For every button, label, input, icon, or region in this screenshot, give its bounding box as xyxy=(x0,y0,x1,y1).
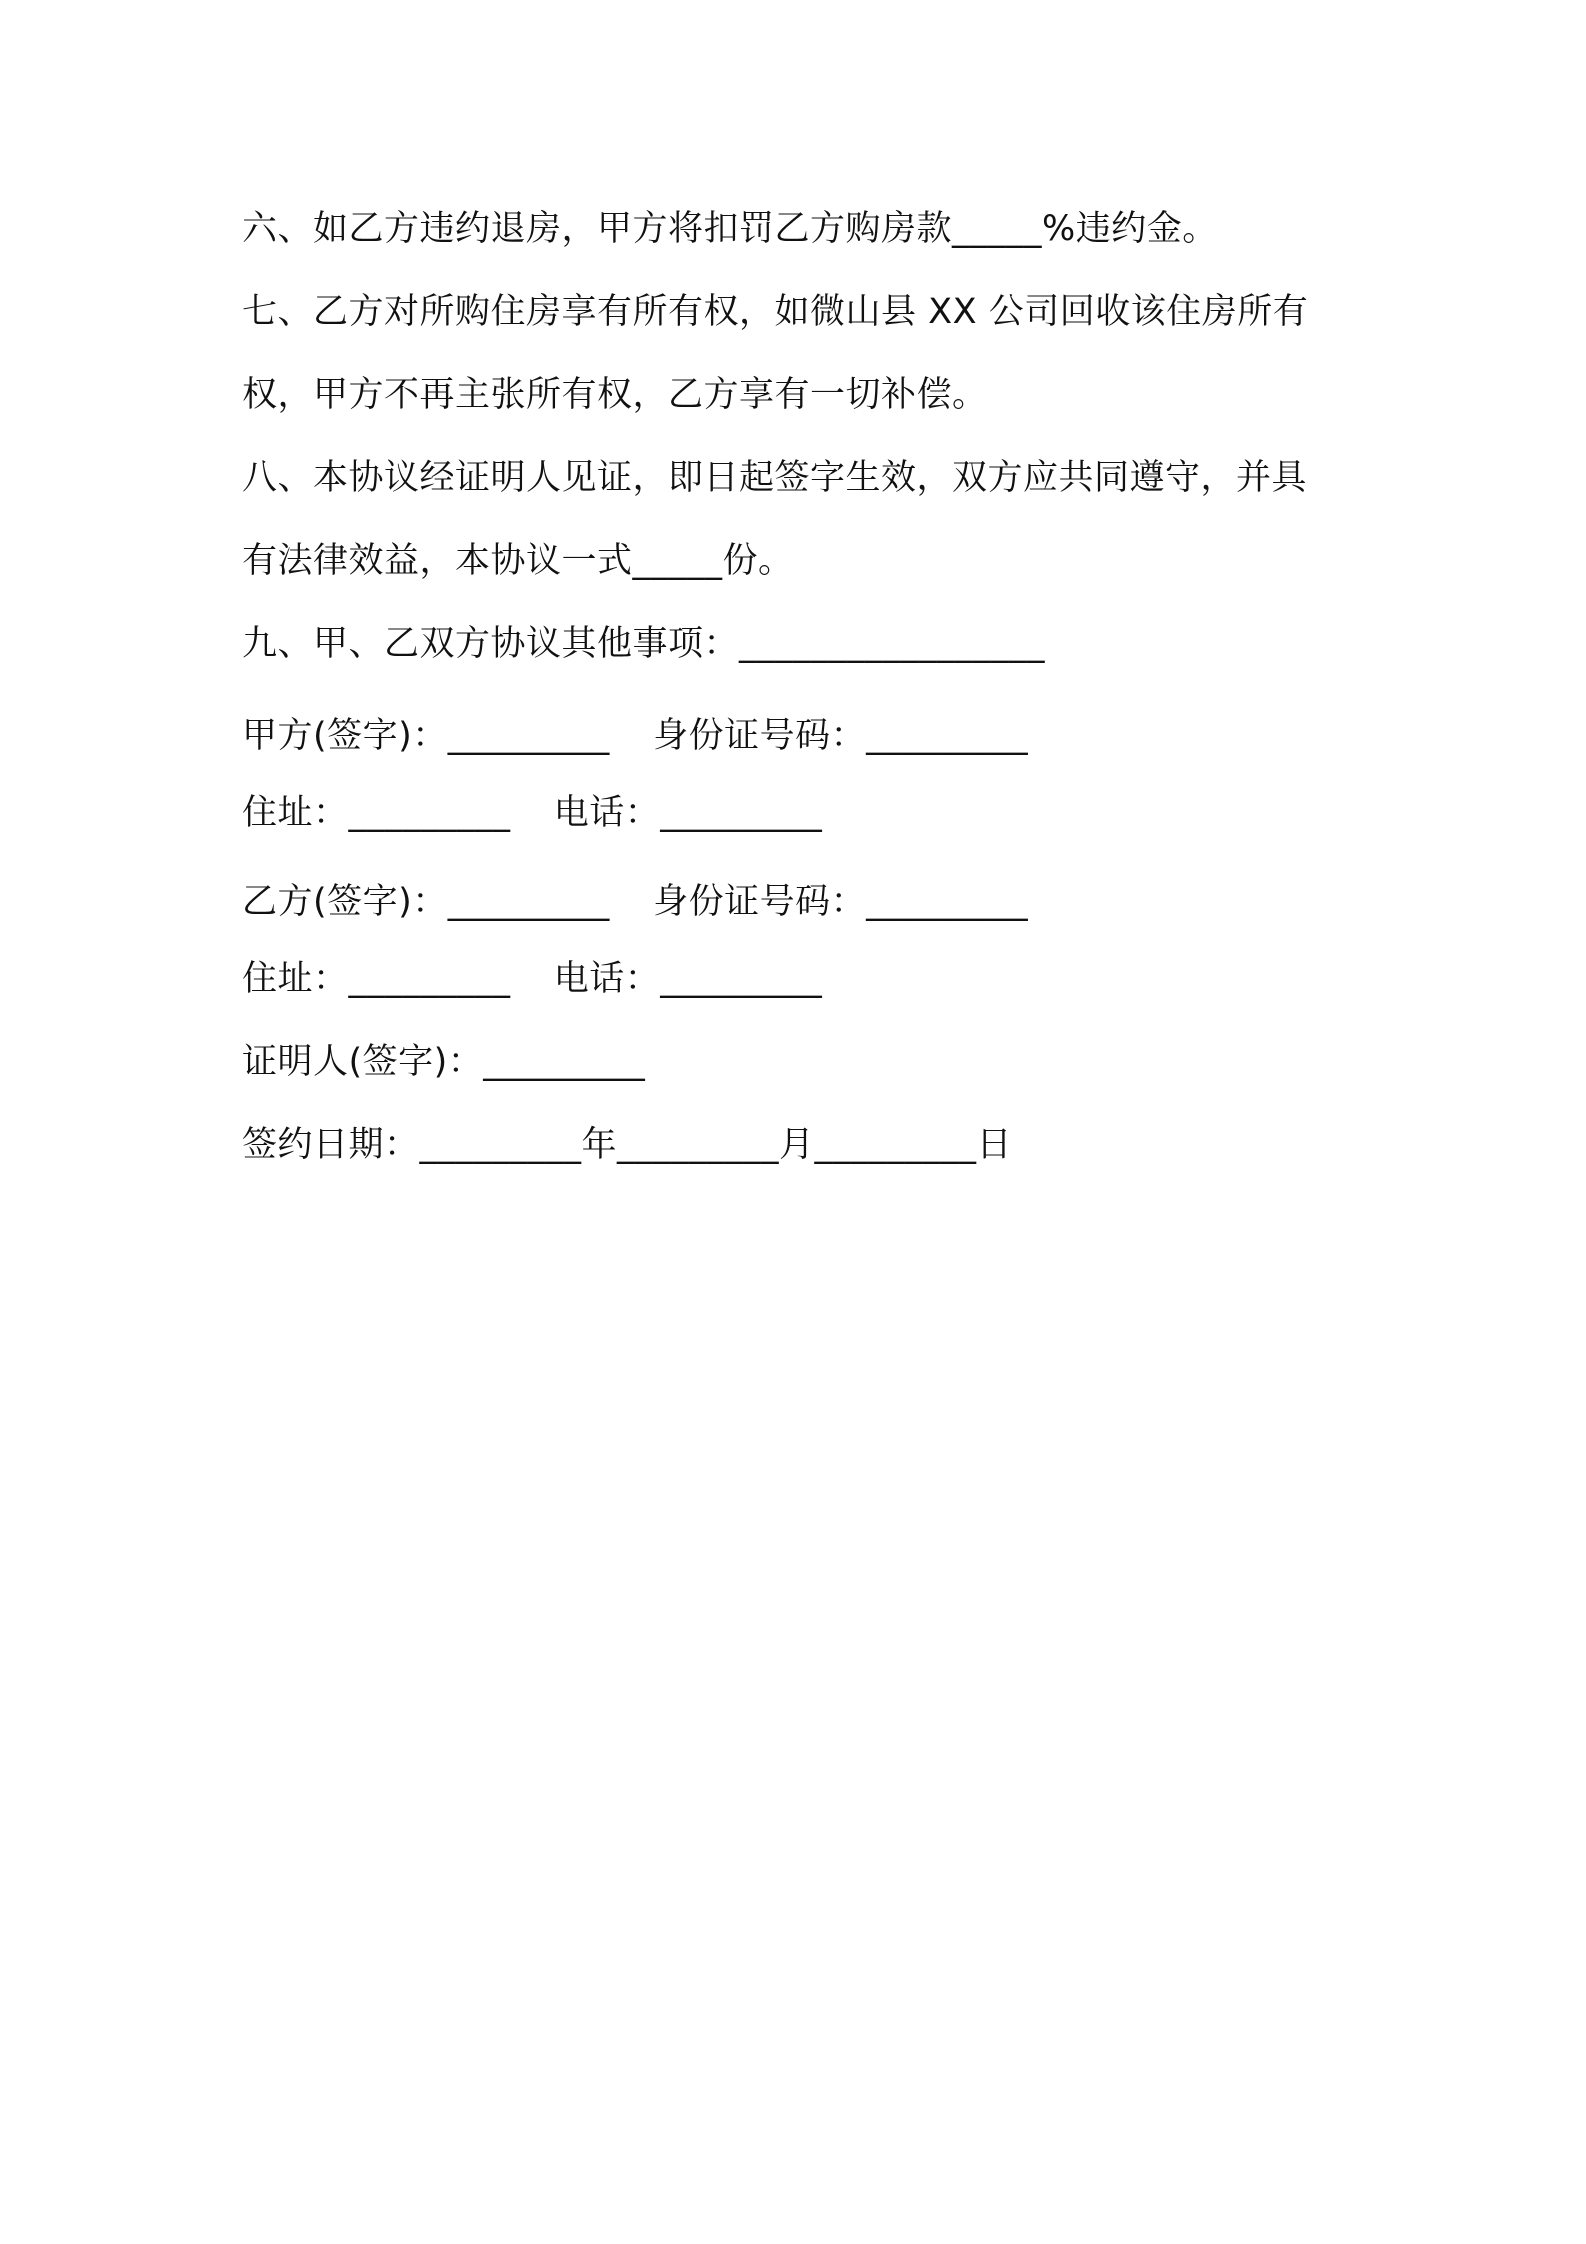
clause-seven-text-2: 权，甲方不再主张所有权，乙方享有一切补偿。 xyxy=(242,375,988,415)
clause-eight-line-2 xyxy=(242,539,794,583)
witness-sign-field: 证明人(签字)：_________ xyxy=(242,1042,646,1082)
clause-six xyxy=(242,207,1218,251)
party-a-id-field: 身份证号码：_________ xyxy=(653,716,1029,756)
clause-seven-line-1 xyxy=(242,290,1308,334)
clause-eight-line-1 xyxy=(242,456,1307,500)
clause-eight-text-2: 有法律效益，本协议一式_____份。 xyxy=(242,541,794,581)
clause-eight-text-1: 八、本协议经证明人见证，即日起签字生效，双方应共同遵守，并具 xyxy=(242,458,1308,498)
party-b-contact-row xyxy=(242,957,822,1001)
party-a-contact-row xyxy=(242,791,822,835)
party-a-address-field: 住址：_________ xyxy=(242,793,511,833)
signing-date-row xyxy=(242,1123,1012,1167)
signing-date-field: 签约日期：_________年_________月_________日 xyxy=(242,1125,1013,1165)
party-b-id-field: 身份证号码：_________ xyxy=(653,882,1029,922)
witness-row xyxy=(242,1040,645,1084)
party-a-sign-field: 甲方(签字)：_________ xyxy=(242,716,610,756)
clause-seven-line-2 xyxy=(242,373,988,417)
clause-nine xyxy=(242,622,1045,666)
party-b-sign-row xyxy=(242,880,1028,924)
party-b-address-field: 住址：_________ xyxy=(242,959,511,999)
clause-nine-text: 九、甲、乙双方协议其他事项：_________________ xyxy=(242,624,1046,664)
clause-six-text: 六、如乙方违约退房，甲方将扣罚乙方购房款_____%违约金。 xyxy=(242,209,1218,249)
party-a-phone-field: 电话：_________ xyxy=(553,793,823,833)
party-b-sign-field: 乙方(签字)：_________ xyxy=(242,882,610,922)
party-b-phone-field: 电话：_________ xyxy=(553,959,823,999)
clause-seven-text-1: 七、乙方对所购住房享有所有权，如微山县 XX 公司回收该住房所有 xyxy=(242,292,1309,332)
party-a-sign-row xyxy=(242,714,1028,758)
